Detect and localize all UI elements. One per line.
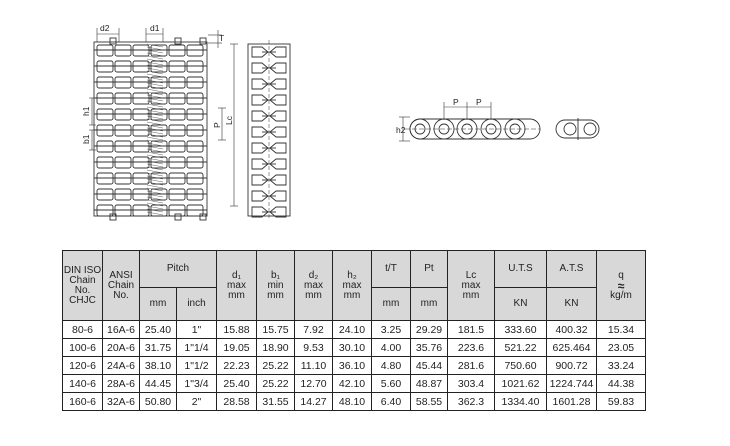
table-cell: 120-6 xyxy=(63,357,103,375)
table-cell: 33.24 xyxy=(597,357,646,375)
table-cell: 59.83 xyxy=(597,393,646,411)
chain-plate xyxy=(115,45,131,56)
chain-plate xyxy=(97,189,113,200)
header-q: q ≈ kg/m xyxy=(597,251,646,321)
chain-plate xyxy=(97,45,113,56)
label-Lc: Lc xyxy=(224,116,234,125)
chain-plate xyxy=(97,93,113,104)
table-cell: 100-6 xyxy=(63,339,103,357)
table-cell: 28A-6 xyxy=(103,375,140,393)
chain-plate xyxy=(97,109,113,120)
spec-table-body xyxy=(63,321,646,411)
chain-plate xyxy=(97,125,113,136)
table-cell: 20A-6 xyxy=(103,339,140,357)
chain-plate xyxy=(169,141,185,152)
label-b1: b1 xyxy=(81,134,91,144)
table-row xyxy=(63,375,646,393)
table-cell: 1224.744 xyxy=(547,375,597,393)
label-T: T xyxy=(219,33,225,43)
table-row xyxy=(63,357,646,375)
chain-plate xyxy=(187,141,203,152)
header-ats-unit: KN xyxy=(547,288,597,321)
chain-spec-table xyxy=(62,250,646,411)
table-cell: 160-6 xyxy=(63,393,103,411)
chain-plate xyxy=(169,93,185,104)
chain-plate xyxy=(133,93,149,104)
hatch-line xyxy=(147,182,163,185)
label-h2: h2 xyxy=(396,125,406,135)
table-cell: 281.6 xyxy=(448,357,495,375)
chain-front-view xyxy=(94,38,207,220)
table-cell: 48.10 xyxy=(333,393,372,411)
chain-plate xyxy=(133,125,149,136)
chain-plate xyxy=(151,125,167,136)
table-cell: 2" xyxy=(177,393,217,411)
table-cell: 32A-6 xyxy=(103,393,140,411)
table-cell: 6.40 xyxy=(372,393,411,411)
table-cell: 12.70 xyxy=(295,375,333,393)
chain-plate xyxy=(97,157,113,168)
hatch-line xyxy=(147,89,163,92)
hatch-line xyxy=(147,107,163,110)
hatch-line xyxy=(147,203,163,206)
table-cell: 3.25 xyxy=(372,321,411,339)
chain-plate xyxy=(169,77,185,88)
chain-plate xyxy=(115,125,131,136)
chain-plate xyxy=(187,125,203,136)
chain-plate xyxy=(133,77,149,88)
chain-plate xyxy=(187,77,203,88)
chain-plate xyxy=(115,109,131,120)
header-pt: Pt xyxy=(411,251,448,288)
chain-plate xyxy=(187,45,203,56)
chain-plate xyxy=(115,141,131,152)
front-outline xyxy=(94,42,207,216)
table-cell: 15.34 xyxy=(597,321,646,339)
chain-plate xyxy=(169,157,185,168)
table-cell: 400.32 xyxy=(547,321,597,339)
table-cell: 48.87 xyxy=(411,375,448,393)
chain-plate xyxy=(115,61,131,72)
chain-plate xyxy=(133,109,149,120)
table-cell: 15.88 xyxy=(217,321,257,339)
table-cell: 36.10 xyxy=(333,357,372,375)
chain-plate xyxy=(151,77,167,88)
chain-plate xyxy=(169,125,185,136)
chain-plate xyxy=(133,45,149,56)
header-ats: A.T.S xyxy=(547,251,597,288)
chain-plate xyxy=(97,61,113,72)
chain-plate xyxy=(133,189,149,200)
table-cell: 1"3/4 xyxy=(177,375,217,393)
header-pitch-inch: inch xyxy=(177,288,217,321)
header-pitch: Pitch xyxy=(140,251,217,288)
pin-head xyxy=(200,38,206,44)
chain-plate xyxy=(115,157,131,168)
table-cell: 31.55 xyxy=(257,393,295,411)
table-cell: 50.80 xyxy=(140,393,177,411)
chain-plate xyxy=(151,173,167,184)
chain-plate xyxy=(187,61,203,72)
chain-plate xyxy=(133,157,149,168)
chain-plate xyxy=(97,173,113,184)
header-pitch-mm: mm xyxy=(140,288,177,321)
end-outline xyxy=(556,120,599,138)
chain-plate xyxy=(115,77,131,88)
table-cell: 223.6 xyxy=(448,339,495,357)
table-row xyxy=(63,321,646,339)
table-cell: 521.22 xyxy=(495,339,547,357)
chain-side-view xyxy=(248,40,290,220)
hatch-line xyxy=(147,71,163,74)
table-cell: 38.10 xyxy=(140,357,177,375)
hatch-line xyxy=(147,167,163,170)
header-pt-unit: mm xyxy=(411,288,448,321)
table-cell: 23.05 xyxy=(597,339,646,357)
table-cell: 45.44 xyxy=(411,357,448,375)
table-cell: 19.05 xyxy=(217,339,257,357)
header-lc: Lc max mm xyxy=(448,251,495,321)
header-d2: d₂ max mm xyxy=(295,251,333,321)
label-p-left: P xyxy=(453,97,459,107)
table-cell: 31.75 xyxy=(140,339,177,357)
header-b1: b₁ min mm xyxy=(257,251,295,321)
label-p-right: P xyxy=(476,97,482,107)
table-cell: 303.4 xyxy=(448,375,495,393)
pin-head xyxy=(175,38,181,44)
chain-plate xyxy=(133,141,149,152)
table-cell: 14.27 xyxy=(295,393,333,411)
header-h2: h₂ max mm xyxy=(333,251,372,321)
table-cell: 5.60 xyxy=(372,375,411,393)
hatch-line xyxy=(147,134,163,137)
chain-plate xyxy=(187,109,203,120)
table-row xyxy=(63,393,646,411)
hatch-line xyxy=(147,137,163,140)
label-d1: d1 xyxy=(150,23,160,33)
end-roller xyxy=(584,123,596,135)
table-cell: 1"1/4 xyxy=(177,339,217,357)
table-cell: 24.10 xyxy=(333,321,372,339)
table-cell: 16A-6 xyxy=(103,321,140,339)
end-roller xyxy=(564,123,576,135)
chain-plate xyxy=(115,189,131,200)
hatch-line xyxy=(147,56,163,59)
hatch-line xyxy=(147,119,163,122)
header-t-T-unit: mm xyxy=(372,288,411,321)
chain-plate xyxy=(133,205,149,216)
table-cell: 30.10 xyxy=(333,339,372,357)
chain-plate xyxy=(187,189,203,200)
table-cell: 80-6 xyxy=(63,321,103,339)
table-row xyxy=(63,339,646,357)
chain-end-view xyxy=(556,118,599,140)
table-cell: 140-6 xyxy=(63,375,103,393)
chain-plate xyxy=(115,173,131,184)
table-cell: 29.29 xyxy=(411,321,448,339)
table-cell: 1021.62 xyxy=(495,375,547,393)
table-cell: 24A-6 xyxy=(103,357,140,375)
table-cell: 9.53 xyxy=(295,339,333,357)
label-d2: d2 xyxy=(100,23,110,33)
chain-plate xyxy=(97,77,113,88)
table-cell: 1334.40 xyxy=(495,393,547,411)
chain-plate xyxy=(115,205,131,216)
hatch-line xyxy=(147,86,163,89)
table-cell: 1"1/2 xyxy=(177,357,217,375)
chain-plate xyxy=(169,45,185,56)
chain-plate xyxy=(169,109,185,120)
table-cell: 15.75 xyxy=(257,321,295,339)
hatch-line xyxy=(147,59,163,62)
header-ansi: ANSI Chain No. xyxy=(103,251,140,321)
table-cell: 44.45 xyxy=(140,375,177,393)
hatch-line xyxy=(147,155,163,158)
hatch-line xyxy=(147,185,163,188)
table-cell: 18.90 xyxy=(257,339,295,357)
chain-plate xyxy=(187,173,203,184)
header-d1: d₁ max mm xyxy=(217,251,257,321)
pin-head xyxy=(110,38,116,44)
chain-plate xyxy=(169,61,185,72)
header-uts-unit: KN xyxy=(495,288,547,321)
chain-link-view xyxy=(405,119,540,139)
chain-plate xyxy=(187,93,203,104)
chain-plate xyxy=(187,157,203,168)
chain-plate xyxy=(169,173,185,184)
header-uts: U.T.S xyxy=(495,251,547,288)
table-cell: 900.72 xyxy=(547,357,597,375)
table-cell: 28.58 xyxy=(217,393,257,411)
table-cell: 25.22 xyxy=(257,357,295,375)
pin-head xyxy=(175,214,181,220)
link-roller xyxy=(457,119,477,139)
chain-plate xyxy=(97,141,113,152)
table-cell: 4.00 xyxy=(372,339,411,357)
table-cell: 44.38 xyxy=(597,375,646,393)
table-cell: 25.22 xyxy=(257,375,295,393)
table-cell: 362.3 xyxy=(448,393,495,411)
chain-plate xyxy=(169,189,185,200)
table-cell: 181.5 xyxy=(448,321,495,339)
chain-plate xyxy=(115,93,131,104)
table-cell: 35.76 xyxy=(411,339,448,357)
label-P: P xyxy=(212,122,222,128)
table-cell: 42.10 xyxy=(333,375,372,393)
table-cell: 58.55 xyxy=(411,393,448,411)
table-cell: 1" xyxy=(177,321,217,339)
table-cell: 333.60 xyxy=(495,321,547,339)
table-cell: 625.464 xyxy=(547,339,597,357)
table-cell: 7.92 xyxy=(295,321,333,339)
header-din-iso: DIN ISO Chain No. CHJC xyxy=(63,251,103,321)
table-cell: 22.23 xyxy=(217,357,257,375)
table-cell: 1601.28 xyxy=(547,393,597,411)
header-t-T: t/T xyxy=(372,251,411,288)
table-cell: 750.60 xyxy=(495,357,547,375)
table-cell: 25.40 xyxy=(140,321,177,339)
table-cell: 4.80 xyxy=(372,357,411,375)
chain-plate xyxy=(133,173,149,184)
label-h1: h1 xyxy=(81,106,91,116)
table-cell: 25.40 xyxy=(217,375,257,393)
table-cell: 11.10 xyxy=(295,357,333,375)
chain-plate xyxy=(133,61,149,72)
